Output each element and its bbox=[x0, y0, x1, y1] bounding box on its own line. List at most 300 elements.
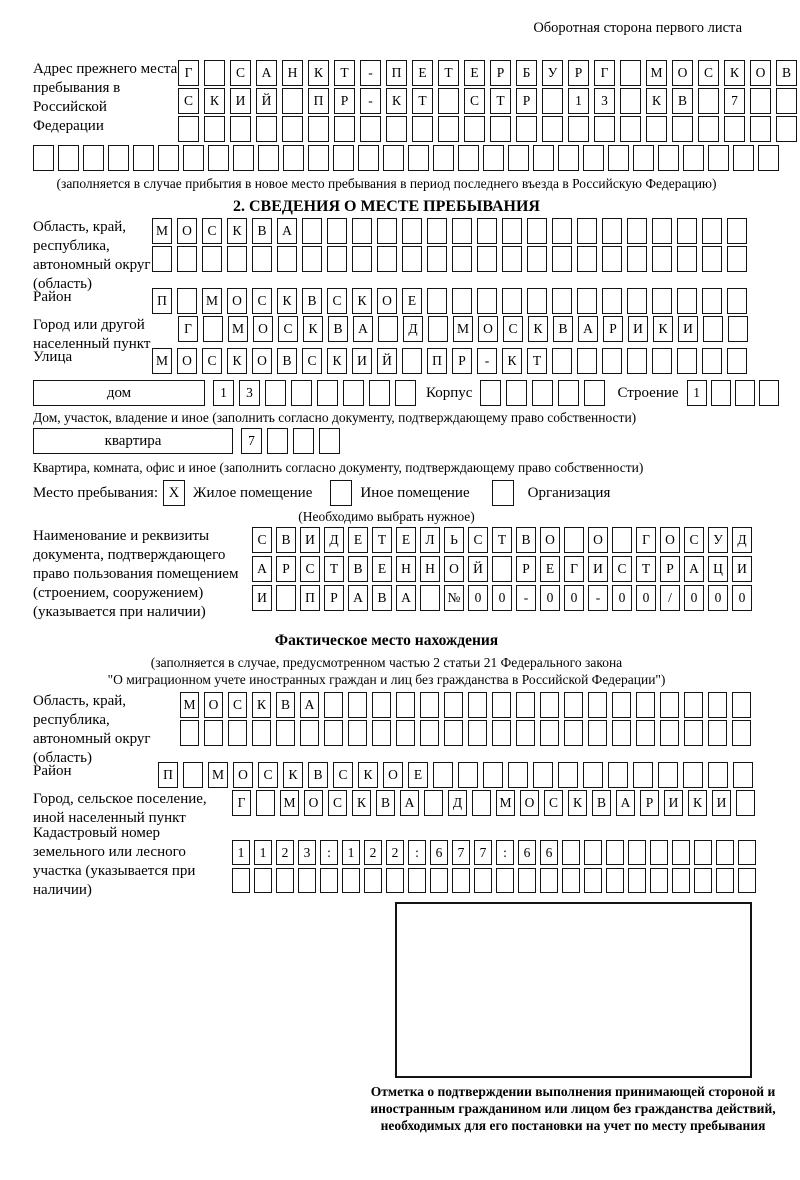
char-cell[interactable] bbox=[527, 246, 547, 272]
char-cell[interactable]: А bbox=[252, 556, 272, 582]
char-cell[interactable]: А bbox=[256, 60, 277, 86]
char-cell[interactable] bbox=[508, 762, 528, 788]
char-cell[interactable] bbox=[558, 380, 579, 406]
char-cell[interactable] bbox=[402, 246, 422, 272]
char-cell[interactable] bbox=[533, 145, 554, 171]
char-cell[interactable] bbox=[620, 60, 641, 86]
char-cell[interactable] bbox=[627, 246, 647, 272]
char-cell[interactable] bbox=[327, 218, 347, 244]
char-cell[interactable]: А bbox=[348, 585, 368, 611]
char-cell[interactable]: Т bbox=[636, 556, 656, 582]
char-cell[interactable]: К bbox=[653, 316, 673, 342]
char-cell[interactable]: А bbox=[353, 316, 373, 342]
char-cell[interactable] bbox=[178, 116, 199, 142]
char-cell[interactable] bbox=[516, 692, 535, 718]
char-cell[interactable] bbox=[230, 116, 251, 142]
char-cell[interactable] bbox=[552, 348, 572, 374]
char-cell[interactable] bbox=[252, 246, 272, 272]
char-cell[interactable] bbox=[672, 840, 690, 865]
char-cell[interactable] bbox=[738, 868, 756, 893]
char-cell[interactable]: И bbox=[252, 585, 272, 611]
char-cell[interactable] bbox=[452, 868, 470, 893]
char-cell[interactable]: В bbox=[776, 60, 797, 86]
char-cell[interactable] bbox=[343, 380, 364, 406]
char-cell[interactable]: Т bbox=[490, 88, 511, 114]
char-cell[interactable]: 3 bbox=[298, 840, 316, 865]
char-cell[interactable] bbox=[627, 288, 647, 314]
char-cell[interactable] bbox=[612, 692, 631, 718]
char-cell[interactable] bbox=[308, 145, 329, 171]
char-cell[interactable] bbox=[298, 868, 316, 893]
char-cell[interactable]: И bbox=[712, 790, 731, 816]
char-cell[interactable]: Е bbox=[402, 288, 422, 314]
char-cell[interactable] bbox=[327, 246, 347, 272]
char-cell[interactable]: С bbox=[333, 762, 353, 788]
char-cell[interactable]: В bbox=[302, 288, 322, 314]
char-cell[interactable]: К bbox=[252, 692, 271, 718]
char-cell[interactable] bbox=[658, 762, 678, 788]
char-cell[interactable] bbox=[584, 868, 602, 893]
char-cell[interactable] bbox=[383, 145, 404, 171]
char-cell[interactable]: С bbox=[503, 316, 523, 342]
char-cell[interactable]: О bbox=[478, 316, 498, 342]
char-cell[interactable]: Т bbox=[492, 527, 512, 553]
char-cell[interactable] bbox=[612, 720, 631, 746]
char-cell[interactable] bbox=[444, 692, 463, 718]
char-cell[interactable] bbox=[378, 316, 398, 342]
char-cell[interactable] bbox=[698, 116, 719, 142]
char-cell[interactable]: Р bbox=[324, 585, 344, 611]
char-cell[interactable] bbox=[358, 145, 379, 171]
char-cell[interactable]: О bbox=[304, 790, 323, 816]
char-cell[interactable]: - bbox=[360, 88, 381, 114]
char-cell[interactable]: С bbox=[230, 60, 251, 86]
char-cell[interactable] bbox=[377, 218, 397, 244]
char-cell[interactable] bbox=[324, 692, 343, 718]
char-cell[interactable]: Д bbox=[403, 316, 423, 342]
char-cell[interactable] bbox=[750, 88, 771, 114]
char-cell[interactable]: М bbox=[280, 790, 299, 816]
char-cell[interactable]: И bbox=[588, 556, 608, 582]
char-cell[interactable] bbox=[506, 380, 527, 406]
char-cell[interactable] bbox=[716, 868, 734, 893]
char-cell[interactable]: 1 bbox=[687, 380, 707, 406]
char-cell[interactable]: 7 bbox=[241, 428, 262, 454]
char-cell[interactable] bbox=[552, 288, 572, 314]
char-cell[interactable] bbox=[427, 218, 447, 244]
char-cell[interactable] bbox=[727, 246, 747, 272]
char-cell[interactable]: : bbox=[496, 840, 514, 865]
char-cell[interactable]: К bbox=[568, 790, 587, 816]
char-cell[interactable] bbox=[258, 145, 279, 171]
char-cell[interactable] bbox=[424, 790, 443, 816]
char-cell[interactable] bbox=[540, 692, 559, 718]
char-cell[interactable] bbox=[702, 218, 722, 244]
char-cell[interactable]: Ь bbox=[444, 527, 464, 553]
char-cell[interactable]: О bbox=[253, 316, 273, 342]
char-cell[interactable] bbox=[735, 380, 755, 406]
char-cell[interactable] bbox=[386, 116, 407, 142]
char-cell[interactable] bbox=[516, 720, 535, 746]
char-cell[interactable] bbox=[502, 246, 522, 272]
char-cell[interactable]: Л bbox=[420, 527, 440, 553]
char-cell[interactable] bbox=[468, 720, 487, 746]
char-cell[interactable]: Й bbox=[256, 88, 277, 114]
char-cell[interactable] bbox=[708, 692, 727, 718]
char-cell[interactable] bbox=[33, 145, 54, 171]
char-cell[interactable]: В bbox=[553, 316, 573, 342]
char-cell[interactable] bbox=[324, 720, 343, 746]
char-cell[interactable]: У bbox=[542, 60, 563, 86]
char-cell[interactable]: Г bbox=[232, 790, 251, 816]
char-cell[interactable]: Н bbox=[396, 556, 416, 582]
char-cell[interactable]: 6 bbox=[540, 840, 558, 865]
char-cell[interactable]: А bbox=[578, 316, 598, 342]
char-cell[interactable]: О bbox=[233, 762, 253, 788]
char-cell[interactable]: 3 bbox=[594, 88, 615, 114]
char-cell[interactable]: И bbox=[732, 556, 752, 582]
char-cell[interactable] bbox=[408, 145, 429, 171]
checkbox-zhiloe[interactable]: X bbox=[163, 480, 185, 506]
char-cell[interactable] bbox=[716, 840, 734, 865]
char-cell[interactable]: 1 bbox=[232, 840, 250, 865]
char-cell[interactable] bbox=[612, 527, 632, 553]
char-cell[interactable]: 0 bbox=[564, 585, 584, 611]
char-cell[interactable] bbox=[584, 380, 605, 406]
char-cell[interactable] bbox=[540, 868, 558, 893]
char-cell[interactable] bbox=[502, 218, 522, 244]
char-cell[interactable]: О bbox=[588, 527, 608, 553]
char-cell[interactable] bbox=[606, 840, 624, 865]
char-cell[interactable] bbox=[276, 585, 296, 611]
char-cell[interactable] bbox=[733, 145, 754, 171]
char-cell[interactable] bbox=[636, 692, 655, 718]
char-cell[interactable]: И bbox=[300, 527, 320, 553]
char-cell[interactable] bbox=[702, 288, 722, 314]
char-cell[interactable]: А bbox=[396, 585, 416, 611]
char-cell[interactable]: № bbox=[444, 585, 464, 611]
char-cell[interactable] bbox=[633, 762, 653, 788]
char-cell[interactable] bbox=[727, 288, 747, 314]
char-cell[interactable]: О bbox=[377, 288, 397, 314]
char-cell[interactable] bbox=[472, 790, 491, 816]
char-cell[interactable] bbox=[267, 428, 288, 454]
char-cell[interactable] bbox=[364, 868, 382, 893]
char-cell[interactable]: К bbox=[227, 348, 247, 374]
char-cell[interactable] bbox=[628, 868, 646, 893]
char-cell[interactable] bbox=[464, 116, 485, 142]
char-cell[interactable]: Т bbox=[324, 556, 344, 582]
char-cell[interactable]: А bbox=[684, 556, 704, 582]
char-cell[interactable] bbox=[732, 692, 751, 718]
char-cell[interactable] bbox=[408, 868, 426, 893]
char-cell[interactable]: О bbox=[227, 288, 247, 314]
char-cell[interactable]: О bbox=[540, 527, 560, 553]
char-cell[interactable] bbox=[552, 218, 572, 244]
char-cell[interactable]: Е bbox=[348, 527, 368, 553]
char-cell[interactable] bbox=[564, 692, 583, 718]
char-cell[interactable] bbox=[293, 428, 314, 454]
char-cell[interactable]: С bbox=[468, 527, 488, 553]
char-cell[interactable]: С bbox=[300, 556, 320, 582]
char-cell[interactable] bbox=[420, 692, 439, 718]
char-cell[interactable] bbox=[438, 88, 459, 114]
char-cell[interactable]: К bbox=[283, 762, 303, 788]
char-cell[interactable] bbox=[708, 720, 727, 746]
char-cell[interactable]: 7 bbox=[452, 840, 470, 865]
char-cell[interactable] bbox=[602, 348, 622, 374]
char-cell[interactable] bbox=[477, 218, 497, 244]
char-cell[interactable]: Е bbox=[464, 60, 485, 86]
char-cell[interactable]: Н bbox=[282, 60, 303, 86]
char-cell[interactable]: Д bbox=[732, 527, 752, 553]
char-cell[interactable] bbox=[684, 720, 703, 746]
checkbox-organizatsiya[interactable] bbox=[492, 480, 514, 506]
char-cell[interactable]: 0 bbox=[540, 585, 560, 611]
char-cell[interactable] bbox=[727, 348, 747, 374]
char-cell[interactable]: В bbox=[276, 692, 295, 718]
char-cell[interactable] bbox=[352, 218, 372, 244]
char-cell[interactable]: П bbox=[152, 288, 172, 314]
char-cell[interactable]: С bbox=[178, 88, 199, 114]
char-cell[interactable] bbox=[542, 88, 563, 114]
char-cell[interactable]: Р bbox=[640, 790, 659, 816]
char-cell[interactable] bbox=[736, 790, 755, 816]
char-cell[interactable]: У bbox=[708, 527, 728, 553]
char-cell[interactable]: М bbox=[180, 692, 199, 718]
char-cell[interactable]: 0 bbox=[468, 585, 488, 611]
char-cell[interactable]: Й bbox=[468, 556, 488, 582]
char-cell[interactable] bbox=[492, 720, 511, 746]
char-cell[interactable] bbox=[444, 720, 463, 746]
char-cell[interactable]: П bbox=[300, 585, 320, 611]
char-cell[interactable] bbox=[208, 145, 229, 171]
char-cell[interactable]: С bbox=[328, 790, 347, 816]
char-cell[interactable] bbox=[564, 527, 584, 553]
char-cell[interactable] bbox=[232, 868, 250, 893]
char-cell[interactable] bbox=[627, 218, 647, 244]
char-cell[interactable] bbox=[433, 145, 454, 171]
char-cell[interactable] bbox=[204, 116, 225, 142]
char-cell[interactable] bbox=[532, 380, 553, 406]
char-cell[interactable] bbox=[428, 316, 448, 342]
char-cell[interactable]: М bbox=[208, 762, 228, 788]
char-cell[interactable]: Й bbox=[377, 348, 397, 374]
char-cell[interactable] bbox=[334, 116, 355, 142]
char-cell[interactable] bbox=[320, 868, 338, 893]
char-cell[interactable] bbox=[386, 868, 404, 893]
char-cell[interactable] bbox=[395, 380, 416, 406]
char-cell[interactable]: С bbox=[202, 348, 222, 374]
char-cell[interactable]: К bbox=[724, 60, 745, 86]
char-cell[interactable] bbox=[492, 556, 512, 582]
char-cell[interactable]: 0 bbox=[612, 585, 632, 611]
char-cell[interactable] bbox=[227, 246, 247, 272]
char-cell[interactable] bbox=[759, 380, 779, 406]
char-cell[interactable] bbox=[577, 288, 597, 314]
char-cell[interactable] bbox=[633, 145, 654, 171]
char-cell[interactable]: И bbox=[678, 316, 698, 342]
char-cell[interactable] bbox=[480, 380, 501, 406]
char-cell[interactable] bbox=[291, 380, 312, 406]
char-cell[interactable]: К bbox=[327, 348, 347, 374]
char-cell[interactable]: К bbox=[528, 316, 548, 342]
char-cell[interactable]: П bbox=[427, 348, 447, 374]
char-cell[interactable] bbox=[477, 246, 497, 272]
char-cell[interactable] bbox=[333, 145, 354, 171]
char-cell[interactable]: И bbox=[230, 88, 251, 114]
char-cell[interactable] bbox=[672, 116, 693, 142]
char-cell[interactable]: К bbox=[646, 88, 667, 114]
char-cell[interactable]: В bbox=[672, 88, 693, 114]
char-cell[interactable] bbox=[733, 762, 753, 788]
char-cell[interactable]: В bbox=[592, 790, 611, 816]
char-cell[interactable]: О bbox=[520, 790, 539, 816]
char-cell[interactable]: 7 bbox=[474, 840, 492, 865]
char-cell[interactable] bbox=[620, 116, 641, 142]
char-cell[interactable] bbox=[317, 380, 338, 406]
char-cell[interactable] bbox=[369, 380, 390, 406]
char-cell[interactable]: Р bbox=[660, 556, 680, 582]
char-cell[interactable] bbox=[228, 720, 247, 746]
char-cell[interactable]: О bbox=[444, 556, 464, 582]
char-cell[interactable]: С bbox=[684, 527, 704, 553]
char-cell[interactable]: М bbox=[152, 218, 172, 244]
char-cell[interactable] bbox=[372, 720, 391, 746]
char-cell[interactable] bbox=[342, 868, 360, 893]
char-cell[interactable]: В bbox=[252, 218, 272, 244]
char-cell[interactable] bbox=[427, 288, 447, 314]
char-cell[interactable]: А bbox=[277, 218, 297, 244]
char-cell[interactable] bbox=[694, 840, 712, 865]
char-cell[interactable]: Д bbox=[448, 790, 467, 816]
char-cell[interactable] bbox=[283, 145, 304, 171]
char-cell[interactable] bbox=[562, 840, 580, 865]
char-cell[interactable] bbox=[452, 218, 472, 244]
char-cell[interactable] bbox=[276, 720, 295, 746]
char-cell[interactable] bbox=[702, 246, 722, 272]
char-cell[interactable] bbox=[533, 762, 553, 788]
char-cell[interactable] bbox=[564, 720, 583, 746]
char-cell[interactable]: П bbox=[158, 762, 178, 788]
char-cell[interactable]: О bbox=[383, 762, 403, 788]
char-cell[interactable]: М bbox=[496, 790, 515, 816]
char-cell[interactable]: К bbox=[308, 60, 329, 86]
char-cell[interactable]: К bbox=[386, 88, 407, 114]
char-cell[interactable]: 7 bbox=[724, 88, 745, 114]
char-cell[interactable] bbox=[702, 348, 722, 374]
char-cell[interactable] bbox=[452, 288, 472, 314]
char-cell[interactable] bbox=[683, 762, 703, 788]
char-cell[interactable] bbox=[583, 762, 603, 788]
char-cell[interactable]: 6 bbox=[430, 840, 448, 865]
char-cell[interactable]: О bbox=[177, 348, 197, 374]
char-cell[interactable]: В bbox=[372, 585, 392, 611]
char-cell[interactable]: К bbox=[277, 288, 297, 314]
char-cell[interactable] bbox=[708, 762, 728, 788]
char-cell[interactable]: М bbox=[453, 316, 473, 342]
char-cell[interactable] bbox=[158, 145, 179, 171]
char-cell[interactable]: 2 bbox=[386, 840, 404, 865]
char-cell[interactable] bbox=[396, 720, 415, 746]
char-cell[interactable]: С bbox=[464, 88, 485, 114]
char-cell[interactable] bbox=[177, 246, 197, 272]
char-cell[interactable]: К bbox=[502, 348, 522, 374]
char-cell[interactable] bbox=[265, 380, 286, 406]
char-cell[interactable] bbox=[558, 145, 579, 171]
char-cell[interactable] bbox=[282, 88, 303, 114]
char-cell[interactable] bbox=[427, 246, 447, 272]
char-cell[interactable] bbox=[477, 288, 497, 314]
char-cell[interactable]: М bbox=[646, 60, 667, 86]
char-cell[interactable] bbox=[474, 868, 492, 893]
char-cell[interactable] bbox=[652, 288, 672, 314]
char-cell[interactable] bbox=[527, 288, 547, 314]
char-cell[interactable]: И bbox=[628, 316, 648, 342]
char-cell[interactable] bbox=[583, 145, 604, 171]
char-cell[interactable]: Р bbox=[516, 556, 536, 582]
char-cell[interactable] bbox=[483, 145, 504, 171]
char-cell[interactable] bbox=[420, 720, 439, 746]
char-cell[interactable]: В bbox=[276, 527, 296, 553]
char-cell[interactable]: 0 bbox=[492, 585, 512, 611]
char-cell[interactable] bbox=[348, 720, 367, 746]
char-cell[interactable]: Б bbox=[516, 60, 537, 86]
char-cell[interactable]: 2 bbox=[276, 840, 294, 865]
char-cell[interactable] bbox=[672, 868, 690, 893]
char-cell[interactable]: Т bbox=[438, 60, 459, 86]
char-cell[interactable] bbox=[606, 868, 624, 893]
char-cell[interactable]: С bbox=[612, 556, 632, 582]
char-cell[interactable] bbox=[683, 145, 704, 171]
char-cell[interactable] bbox=[602, 288, 622, 314]
char-cell[interactable]: А bbox=[616, 790, 635, 816]
char-cell[interactable] bbox=[540, 720, 559, 746]
char-cell[interactable]: Р bbox=[452, 348, 472, 374]
char-cell[interactable] bbox=[584, 840, 602, 865]
char-cell[interactable] bbox=[728, 316, 748, 342]
char-cell[interactable]: Т bbox=[527, 348, 547, 374]
char-cell[interactable]: В bbox=[376, 790, 395, 816]
char-cell[interactable]: В bbox=[328, 316, 348, 342]
char-cell[interactable] bbox=[300, 720, 319, 746]
char-cell[interactable] bbox=[468, 692, 487, 718]
char-cell[interactable] bbox=[58, 145, 79, 171]
char-cell[interactable]: - bbox=[516, 585, 536, 611]
char-cell[interactable] bbox=[694, 868, 712, 893]
char-cell[interactable] bbox=[602, 246, 622, 272]
char-cell[interactable] bbox=[177, 288, 197, 314]
char-cell[interactable]: 1 bbox=[254, 840, 272, 865]
char-cell[interactable]: С bbox=[252, 527, 272, 553]
char-cell[interactable] bbox=[738, 840, 756, 865]
char-cell[interactable] bbox=[658, 145, 679, 171]
char-cell[interactable] bbox=[627, 348, 647, 374]
char-cell[interactable]: Д bbox=[324, 527, 344, 553]
char-cell[interactable]: К bbox=[204, 88, 225, 114]
char-cell[interactable] bbox=[508, 145, 529, 171]
char-cell[interactable]: Р bbox=[490, 60, 511, 86]
char-cell[interactable] bbox=[203, 316, 223, 342]
char-cell[interactable]: С bbox=[278, 316, 298, 342]
char-cell[interactable]: П bbox=[386, 60, 407, 86]
char-cell[interactable]: Г bbox=[178, 316, 198, 342]
char-cell[interactable] bbox=[458, 145, 479, 171]
char-cell[interactable] bbox=[684, 692, 703, 718]
char-cell[interactable] bbox=[302, 246, 322, 272]
char-cell[interactable] bbox=[282, 116, 303, 142]
char-cell[interactable]: К bbox=[352, 790, 371, 816]
